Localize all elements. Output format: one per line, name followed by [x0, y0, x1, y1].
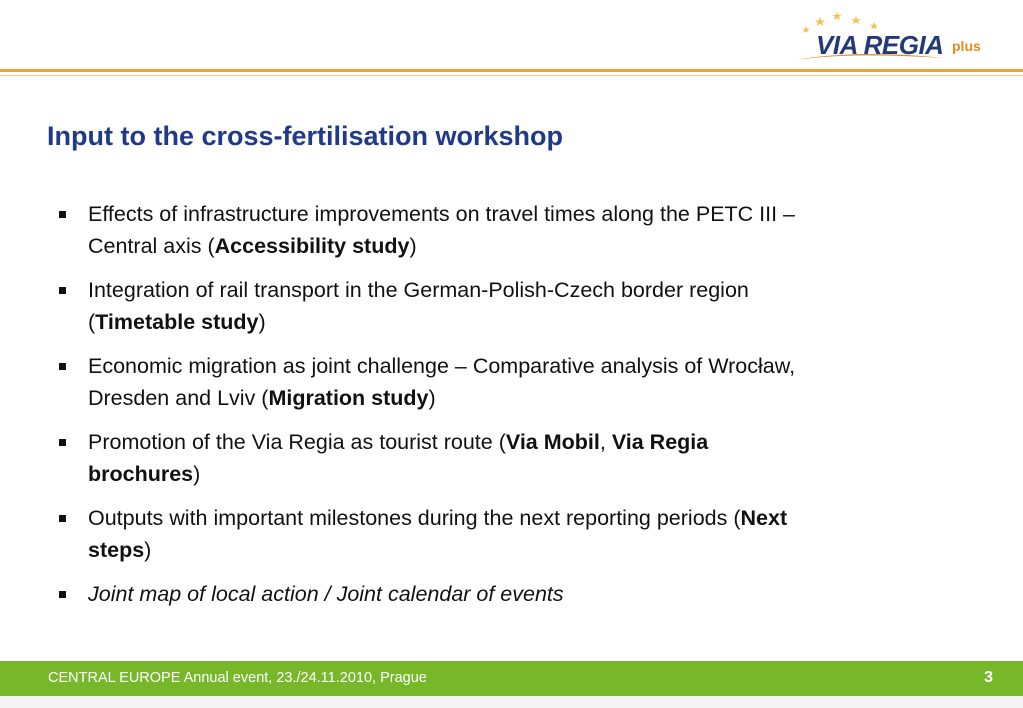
bullet-square-icon: [59, 211, 66, 218]
bullet-item: [56, 274, 796, 338]
bullet-text: [88, 202, 795, 258]
bullet-emphasis: Timetable study: [95, 310, 259, 334]
bullet-text-part: Outputs with important milestones during the next reporting periods (: [88, 506, 741, 530]
page-number: 3: [984, 669, 993, 686]
bullet-text-part: Effects of infrastructure improvements on travel times along the PETC III – Central axis (: [88, 202, 796, 258]
logo-plus-label: plus: [952, 38, 981, 54]
bullet-list: [56, 198, 796, 622]
bullet-emphasis: Accessibility study: [214, 234, 410, 258]
header-rule-thin: [0, 75, 1023, 76]
bullet-text-part: Joint map of local action / Joint calendar of events: [88, 582, 564, 606]
bullet-text-part: Promotion of the Via Regia as tourist route (: [88, 430, 506, 454]
bullet-text: [88, 506, 787, 562]
bullet-text-part: ,: [599, 430, 612, 454]
bullet-text-part: ): [428, 386, 436, 410]
header-rule: [0, 69, 1023, 72]
logo-wordmark: VIA REGIA: [816, 30, 944, 60]
bullet-square-icon: [59, 287, 66, 294]
bullet-text-part: ): [409, 234, 417, 258]
bullet-emphasis: Via Mobil: [505, 430, 600, 454]
bullet-item: [56, 502, 796, 566]
footer-bar: [0, 661, 1023, 696]
bullet-text: [88, 582, 564, 606]
bullet-emphasis: Migration study: [268, 386, 429, 410]
bullet-text: [88, 354, 795, 410]
bullet-emphasis: Next steps: [88, 506, 788, 562]
bullet-square-icon: [59, 439, 66, 446]
bullet-text-part: Economic migration as joint challenge – Comparative analysis of Wrocław, Dresden and Lviv (: [88, 354, 796, 410]
bullet-text-part: ): [193, 462, 201, 486]
bullet-item: [56, 350, 796, 414]
bullet-item: [56, 198, 796, 262]
footer-text: CENTRAL EUROPE Annual event, 23./24.11.2010, Prague: [48, 670, 427, 686]
slide-title: Input to the cross-fertilisation workshop: [47, 121, 564, 151]
footer-underbar: [0, 696, 1023, 708]
bullet-text-part: ): [144, 538, 152, 562]
bullet-square-icon: [59, 363, 66, 370]
bullet-item: [56, 426, 796, 490]
via-regia-logo: [792, 8, 992, 64]
bullet-text: [88, 430, 708, 486]
bullet-text-part: ): [258, 310, 266, 334]
bullet-emphasis: Via Regia brochures: [88, 430, 709, 486]
bullet-square-icon: [59, 591, 66, 598]
bullet-text: [88, 278, 749, 334]
bullet-text-part: Integration of rail transport in the German-Polish-Czech border region (: [88, 278, 749, 334]
bullet-item: [56, 578, 796, 610]
bullet-square-icon: [59, 515, 66, 522]
